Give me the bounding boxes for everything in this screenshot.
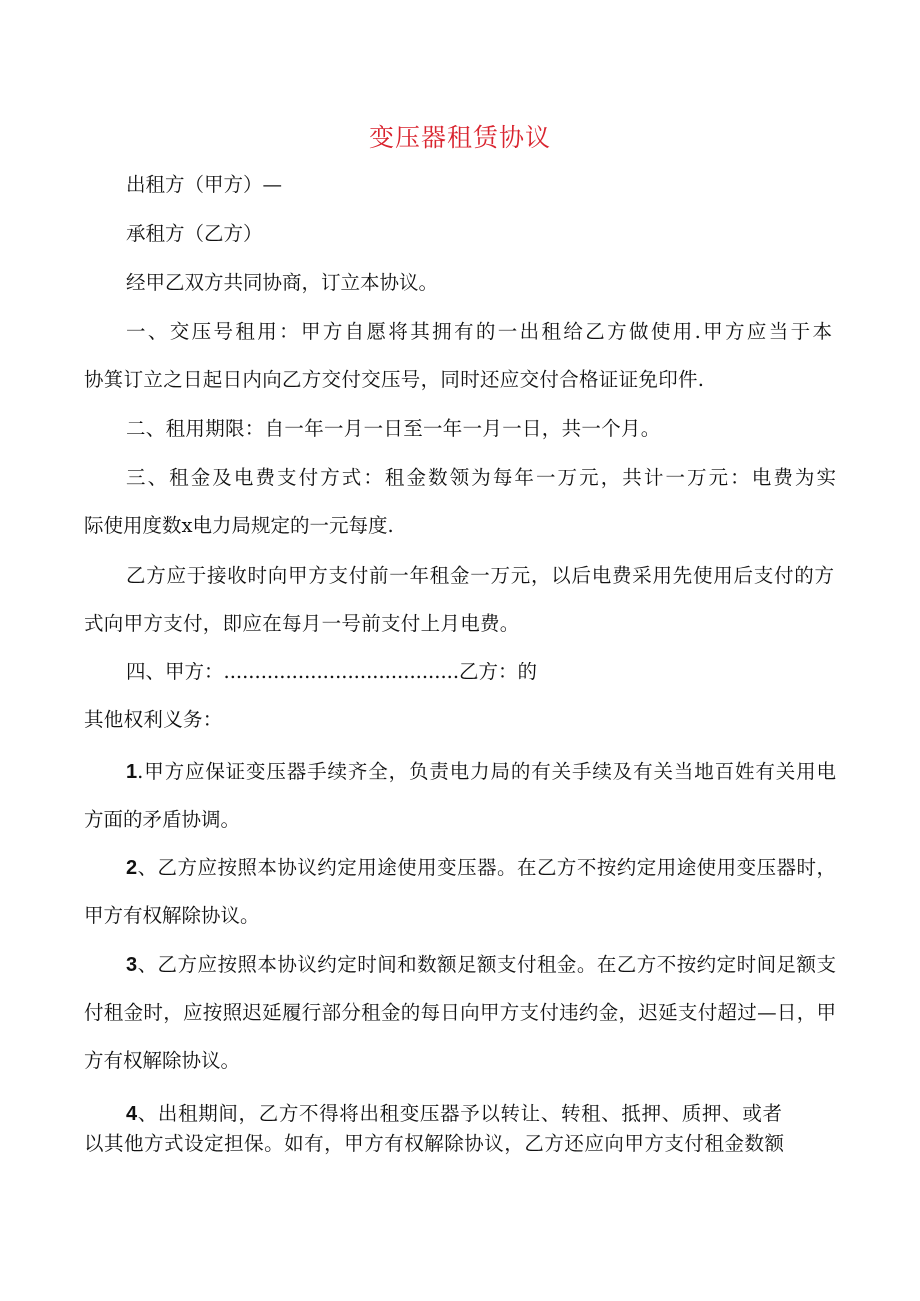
item-1-line-2: 方面的矛盾协调。 <box>84 808 241 831</box>
intro-line: 经甲乙双方共同协商，订立本协议。 <box>126 271 439 294</box>
clause-4-line-2: 其他权利义务： <box>84 708 223 731</box>
lessee-line: 承租方（乙方） <box>126 222 263 245</box>
payment-line-1: 乙方应于接收时向甲方支付前一年租金一万元，以后电费采用先使用后支付的方 <box>126 564 834 587</box>
item-3-number: 3 <box>126 954 138 976</box>
item-2-number: 2 <box>126 857 138 879</box>
clause-2-line: 二、租用期限：自一年一月一日至一年一月一日，共一个月。 <box>126 417 661 440</box>
item-2-line-1 <box>126 858 836 878</box>
clause-1-line-1: 一、交压号租用：甲方自愿将其拥有的一出租给乙方做使用.甲方应当于本 <box>126 320 832 343</box>
document-title: 变压器租赁协议 <box>368 123 551 152</box>
item-3-line-1 <box>126 955 836 975</box>
clause-3-line-1: 三、租金及电费支付方式：租金数领为每年一万元，共计一万元：电费为实 <box>126 466 836 489</box>
item-4-text: 、出租期间，乙方不得将出租变压器予以转让、转租、抵押、质押、或者 <box>137 1102 782 1125</box>
item-3-text: 、乙方应按照本协议约定时间和数额足额支付租金。在乙方不按约定时间足额支 <box>137 953 836 976</box>
clause-4-line-1: 四、甲方：......................................乙方：的 <box>126 662 538 682</box>
payment-line-2: 式向甲方支付，即应在每月一号前支付上月电费。 <box>84 612 520 635</box>
item-3-line-3: 方有权解除协议。 <box>84 1049 241 1072</box>
item-1-number: 1 <box>126 761 138 783</box>
item-1-text: .甲方应保证变压器手续齐全，负责电力局的有关手续及有关当地百姓有关用电 <box>137 760 836 783</box>
clause-1-line-2: 协箕订立之日起日内向乙方交付交压号，同时还应交付合格证证免印件. <box>84 368 705 391</box>
lessor-line: 出租方（甲方）— <box>126 173 283 196</box>
item-4-number: 4 <box>126 1103 138 1125</box>
item-3-line-2: 付租金时，应按照迟延履行部分租金的每日向甲方支付违约金，迟延支付超过—日，甲 <box>84 1001 836 1024</box>
item-4-line-2: 以其他方式设定担保。如有，甲方有权解除协议，乙方还应向甲方支付租金数额 <box>84 1132 784 1155</box>
item-2-line-2: 甲方有权解除协议。 <box>84 904 260 927</box>
item-1-line-1 <box>126 762 836 782</box>
item-4-line-1 <box>126 1104 782 1124</box>
clause-3-line-2: 际使用度数x电力局规定的一元每度. <box>84 514 394 537</box>
item-2-text: 、乙方应按照本协议约定用途使用变压器。在乙方不按约定用途使用变压器时， <box>137 856 836 879</box>
